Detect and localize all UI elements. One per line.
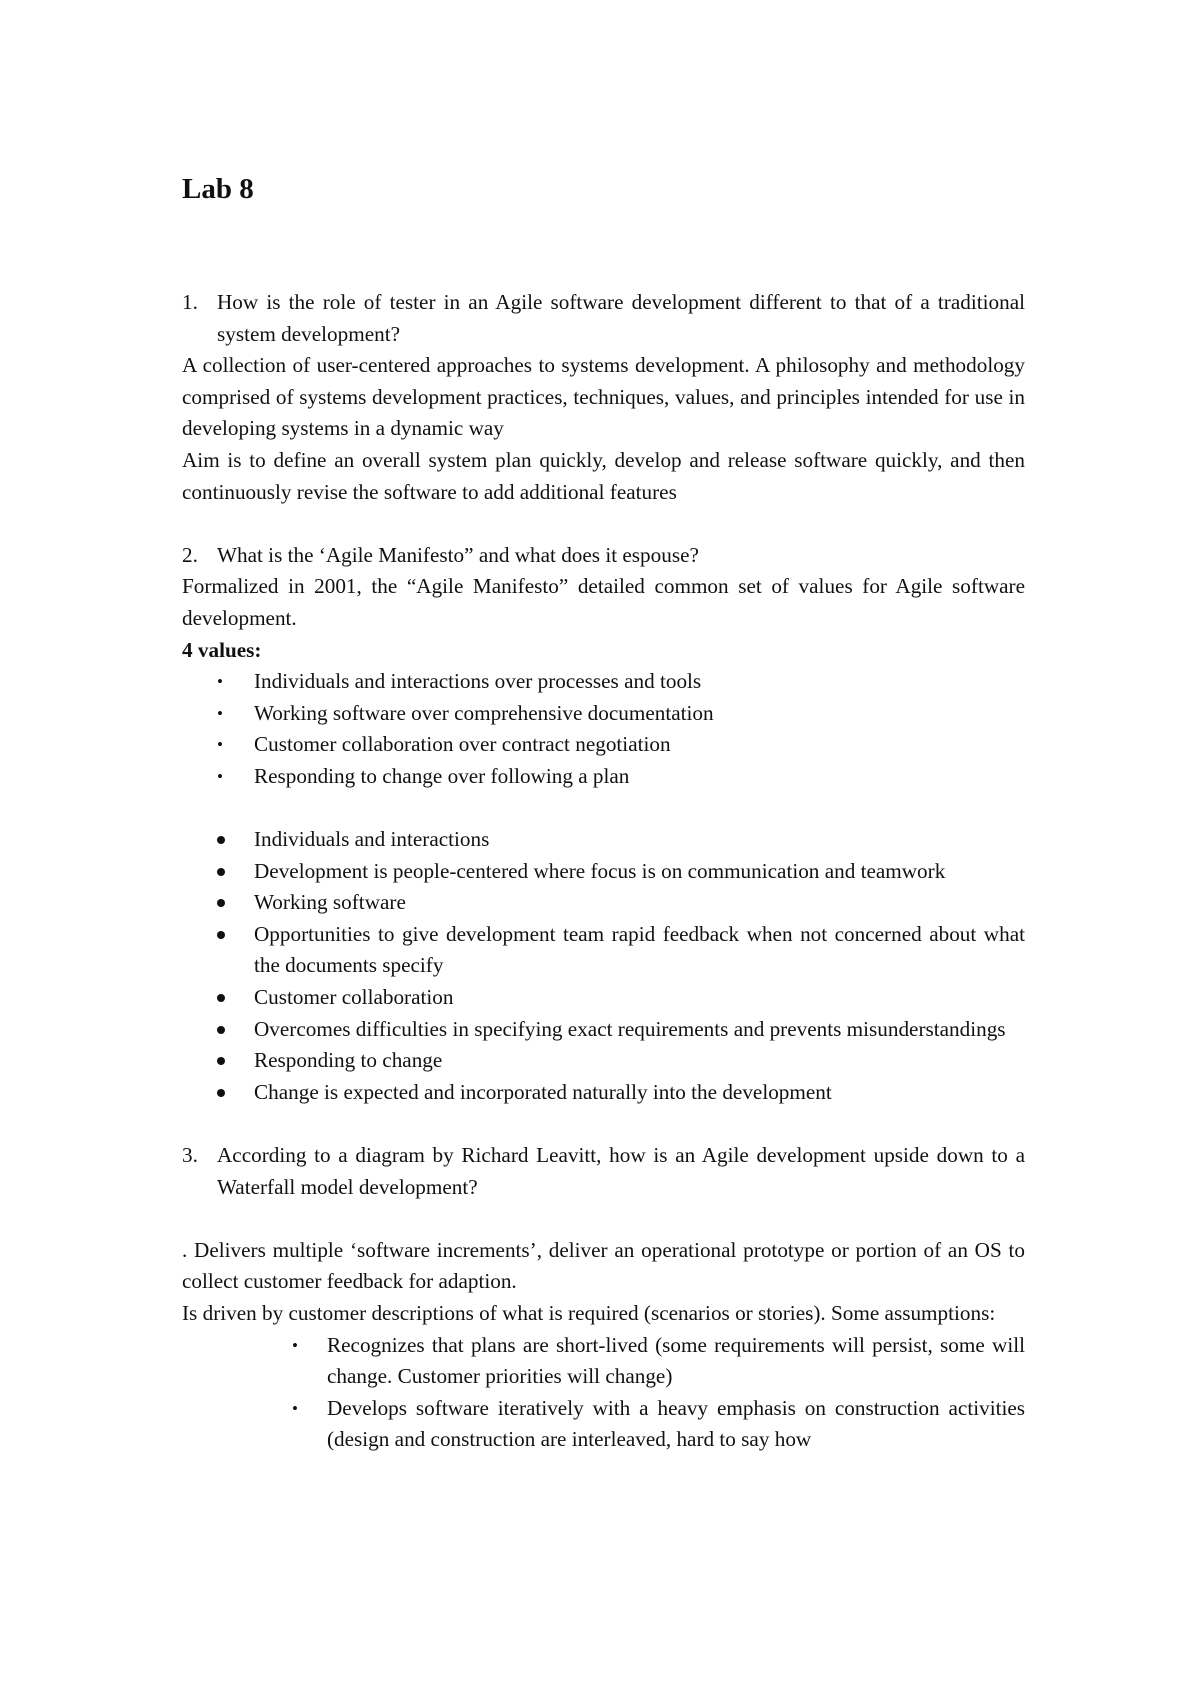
list-item-text: Individuals and interactions [254, 827, 490, 852]
answer-2-paragraph: Formalized in 2001, the “Agile Manifesto” detailed common set of values for Agile software development. [182, 574, 1025, 630]
bullet-icon [217, 931, 225, 939]
spacer [182, 1203, 1025, 1235]
list-item-text: Change is expected and incorporated naturally into the development [254, 1079, 832, 1104]
list-item [182, 1014, 1025, 1046]
bullet-icon [217, 1089, 225, 1097]
list-item-text: Customer collaboration over contract negotiation [254, 732, 671, 757]
list-item-text: Overcomes difficulties in specifying exact requirements and prevents misunderstandings [254, 1016, 1006, 1041]
spacer [182, 1108, 1025, 1140]
bullet-icon: • [217, 735, 223, 755]
bullet-icon: • [217, 672, 223, 692]
list-item-text: Develops software iteratively with a heavy emphasis on construction activities (design and construction are interleaved, hard to say how [327, 1395, 1025, 1452]
assumptions-list [182, 1330, 1025, 1456]
list-item [182, 824, 1025, 856]
answer-3-paragraph-2: Is driven by customer descriptions of what is required (scenarios or stories). Some assumptions: [182, 1301, 996, 1325]
list-item-text: Development is people-centered where focus is on communication and teamwork [254, 858, 946, 883]
list-item-text: Responding to change [254, 1048, 443, 1073]
question-1 [182, 287, 1025, 350]
question-2-number: 2. [182, 542, 198, 567]
page-title: Lab 8 [182, 173, 254, 205]
question-3-text: According to a diagram by Richard Leavitt, how is an Agile development upside down to a Waterfall model development? [217, 1143, 1025, 1199]
list-item [182, 761, 1025, 793]
spacer [182, 508, 1025, 540]
document-body [182, 287, 1025, 1456]
list-item-text: Recognizes that plans are short-lived (some requirements will persist, some will change. Customer priorities will change) [327, 1332, 1025, 1389]
list-item [182, 1077, 1025, 1109]
question-3-number: 3. [182, 1143, 198, 1168]
list-item [182, 856, 1025, 888]
list-item [182, 1045, 1025, 1077]
list-item-text: Customer collaboration [254, 985, 454, 1010]
list-item-text: Working software [254, 890, 406, 915]
details-list [182, 824, 1025, 1108]
question-1-number: 1. [182, 290, 198, 314]
list-item [182, 1393, 1025, 1456]
answer-1-paragraph-1: A collection of user-centered approaches to systems development. A philosophy and methodology comprised of systems development practices, techniques, values, and principles intended for use in developing systems in a dynamic way [182, 353, 1025, 441]
bullet-icon [217, 1026, 225, 1034]
list-item [182, 729, 1025, 761]
bullet-icon [217, 868, 225, 876]
spacer [182, 793, 1025, 825]
bullet-icon [217, 994, 225, 1002]
list-item-text: Responding to change over following a plan [254, 763, 630, 788]
question-1-text: How is the role of tester in an Agile software development different to that of a traditional system development? [217, 290, 1025, 346]
values-list [182, 666, 1025, 792]
list-item [182, 1330, 1025, 1393]
question-3 [182, 1140, 1025, 1203]
bullet-icon [217, 899, 225, 907]
list-item-text: Opportunities to give development team rapid feedback when not concerned about what the documents specify [254, 921, 1025, 978]
bullet-icon [217, 1057, 225, 1065]
question-2-text: What is the ‘Agile Manifesto” and what does it espouse? [217, 542, 699, 567]
list-item [182, 887, 1025, 919]
list-item [182, 698, 1025, 730]
answer-3-paragraph-1: . Delivers multiple ‘software increments’, deliver an operational prototype or portion of an OS to collect customer feedback for adaption. [182, 1237, 1025, 1294]
bullet-icon: • [217, 703, 223, 723]
list-item [182, 666, 1025, 698]
bullet-icon: • [292, 1398, 298, 1418]
values-heading: 4 values: [182, 637, 262, 662]
list-item-text: Working software over comprehensive documentation [254, 700, 714, 725]
answer-1-paragraph-2: Aim is to define an overall system plan quickly, develop and release software quickly, and then continuously revise the software to add additional features [182, 447, 1025, 504]
list-item [182, 919, 1025, 982]
list-item [182, 982, 1025, 1014]
bullet-icon: • [292, 1335, 298, 1355]
question-2 [182, 540, 1025, 572]
bullet-icon: • [217, 766, 223, 786]
bullet-icon [217, 836, 225, 844]
list-item-text: Individuals and interactions over processes and tools [254, 669, 702, 694]
